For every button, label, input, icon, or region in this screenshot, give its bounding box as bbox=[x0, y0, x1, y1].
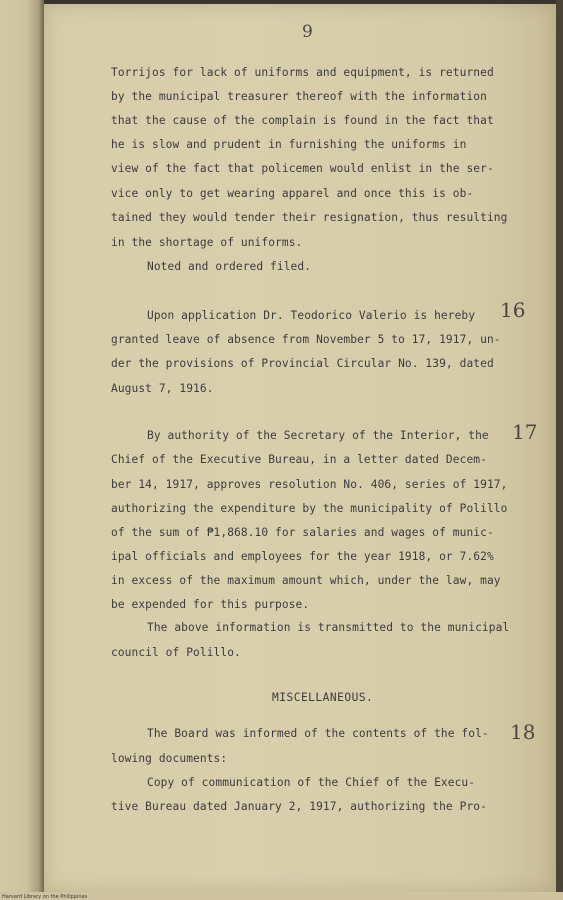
text-line: tained they would tender their resignation, thus resulting bbox=[111, 211, 508, 224]
text-line: August 7, 1916. bbox=[111, 382, 214, 395]
text-line: Torrijos for lack of uniforms and equipment, is returned bbox=[111, 66, 494, 79]
section-heading: MISCELLANEOUS. bbox=[272, 691, 374, 704]
text-line: Chief of the Executive Bureau, in a letter dated Decem- bbox=[111, 453, 487, 466]
text-line: view of the fact that policemen would enlist in the ser- bbox=[111, 162, 494, 175]
page-number: 9 bbox=[302, 22, 313, 42]
item-number-18: 18 bbox=[510, 720, 536, 744]
text-line: he is slow and prudent in furnishing the uniforms in bbox=[111, 138, 467, 151]
text-line: granted leave of absence from November 5 to 17, 1917, un- bbox=[111, 333, 501, 346]
text-line: by the municipal treasurer thereof with the information bbox=[111, 90, 487, 103]
page-edge bbox=[556, 0, 563, 900]
text-line: lowing documents: bbox=[111, 752, 228, 765]
text-line: authorizing the expenditure by the municipality of Polillo bbox=[111, 502, 508, 515]
book-spine bbox=[0, 0, 44, 900]
text-line: that the cause of the complain is found in the fact that bbox=[111, 114, 494, 127]
item-number-17: 17 bbox=[512, 420, 538, 444]
text-line: By authority of the Secretary of the Interior, the bbox=[147, 429, 489, 442]
text-line: in excess of the maximum amount which, under the law, may bbox=[111, 574, 501, 587]
text-line: be expended for this purpose. bbox=[111, 598, 310, 611]
text-line: vice only to get wearing apparel and once this is ob- bbox=[111, 187, 474, 200]
text-line: der the provisions of Provincial Circular No. 139, dated bbox=[111, 357, 494, 370]
text-line: council of Polillo. bbox=[111, 646, 241, 659]
text-line: Noted and ordered filed. bbox=[147, 260, 312, 273]
text-line: tive Bureau dated January 2, 1917, authorizing the Pro- bbox=[111, 800, 487, 813]
text-line: ber 14, 1917, approves resolution No. 406, series of 1917, bbox=[111, 478, 508, 491]
item-number-16: 16 bbox=[500, 298, 526, 322]
text-line: ipal officials and employees for the year 1918, or 7.62% bbox=[111, 550, 494, 563]
text-line: The Board was informed of the contents of the fol- bbox=[147, 727, 489, 740]
text-line: The above information is transmitted to the municipal bbox=[147, 621, 510, 634]
text-line: Copy of communication of the Chief of the Execu- bbox=[147, 776, 476, 789]
footer-credit: Harvard Library on the Philippines bbox=[2, 894, 88, 900]
text-line: Upon application Dr. Teodorico Valerio is hereby bbox=[147, 309, 476, 322]
text-line: of the sum of ₱1,868.10 for salaries and wages of munic- bbox=[111, 526, 494, 539]
text-line: in the shortage of uniforms. bbox=[111, 236, 303, 249]
